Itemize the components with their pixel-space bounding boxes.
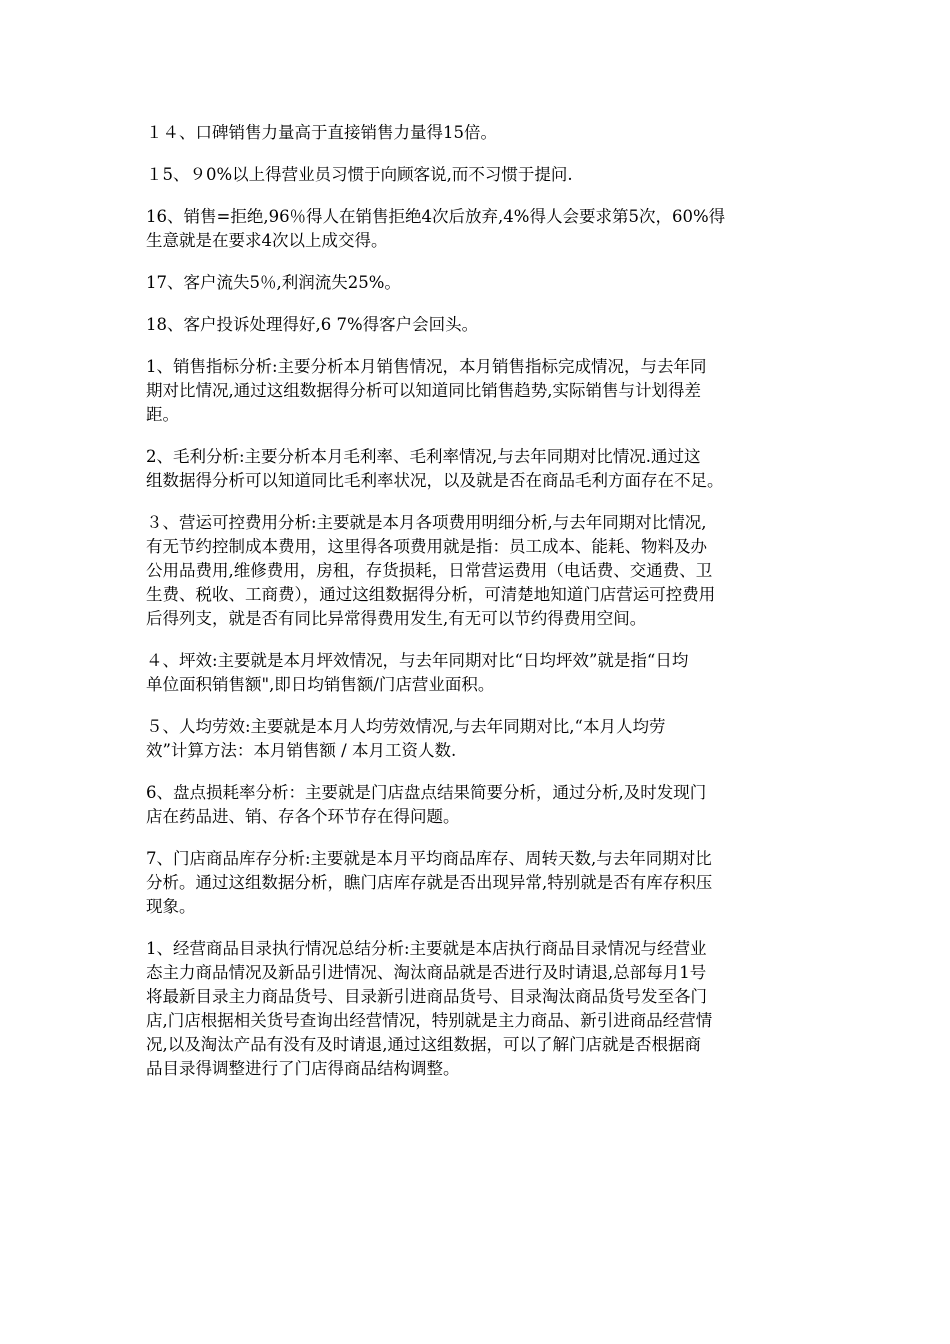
paragraph-line: 后得列支，就是否有同比异常得费用发生,有无可以节约得费用空间。 bbox=[146, 609, 647, 628]
paragraph-line: 将最新目录主力商品货号、目录新引进商品货号、目录淘汰商品货号发至各门 bbox=[146, 987, 707, 1006]
paragraph-line: 18、客户投诉处理得好,6 7%得客户会回头。 bbox=[146, 315, 479, 334]
paragraph bbox=[146, 163, 814, 187]
paragraph-line: 生意就是在要求4次以上成交得。 bbox=[146, 231, 388, 250]
paragraph-line: １４、口碑销售力量高于直接销售力量得15倍。 bbox=[146, 123, 497, 142]
paragraph bbox=[146, 781, 814, 829]
paragraph-line: 单位面积销售额",即日均销售额/门店营业面积。 bbox=[146, 675, 495, 694]
paragraph-line: 1、销售指标分析:主要分析本月销售情况，本月销售指标完成情况，与去年同 bbox=[146, 357, 707, 376]
paragraph bbox=[146, 649, 814, 697]
paragraph-line: 有无节约控制成本费用，这里得各项费用就是指：员工成本、能耗、物料及办 bbox=[146, 537, 707, 556]
paragraph-line: 店在药品进、销、存各个环节存在得问题。 bbox=[146, 807, 460, 826]
paragraph-line: 1、经营商品目录执行情况总结分析:主要就是本店执行商品目录情况与经营业 bbox=[146, 939, 707, 958]
paragraph bbox=[146, 313, 814, 337]
paragraph-line: 16、销售=拒绝,96％得人在销售拒绝4次后放弃,4%得人会要求第5次，60%得 bbox=[146, 207, 726, 226]
paragraph-line: 期对比情况,通过这组数据得分析可以知道同比销售趋势,实际销售与计划得差 bbox=[146, 381, 701, 400]
paragraph-line: 公用品费用,维修费用，房租，存货损耗，日常营运费用（电话费、交通费、卫 bbox=[146, 561, 713, 580]
paragraph-line: １5、９0%以上得营业员习惯于向顾客说,而不习惯于提问. bbox=[146, 165, 573, 184]
paragraph bbox=[146, 121, 814, 145]
paragraph bbox=[146, 271, 814, 295]
paragraph-line: 距。 bbox=[146, 405, 179, 424]
paragraph bbox=[146, 355, 814, 427]
paragraph bbox=[146, 847, 814, 919]
paragraph bbox=[146, 205, 814, 253]
paragraph bbox=[146, 445, 814, 493]
paragraph-line: 分析。通过这组数据分析，瞧门店库存就是否出现异常,特别就是否有库存积压 bbox=[146, 873, 713, 892]
paragraph-line: 6、盘点损耗率分析：主要就是门店盘点结果简要分析，通过分析,及时发现门 bbox=[146, 783, 707, 802]
paragraph-line: 组数据得分析可以知道同比毛利率状况，以及就是否在商品毛利方面存在不足。 bbox=[146, 471, 724, 490]
paragraph-line: ５、人均劳效:主要就是本月人均劳效情况,与去年同期对比,“本月人均劳 bbox=[146, 717, 666, 736]
paragraph bbox=[146, 715, 814, 763]
paragraph-line: 态主力商品情况及新品引进情况、淘汰商品就是否进行及时请退,总部每月1号 bbox=[146, 963, 707, 982]
paragraph-line: 品目录得调整进行了门店得商品结构调整。 bbox=[146, 1059, 460, 1078]
document-body bbox=[146, 121, 814, 1099]
paragraph-line: 效”计算方法：本月销售额 / 本月工资人数. bbox=[146, 741, 457, 760]
paragraph-line: 7、门店商品库存分析:主要就是本月平均商品库存、周转天数,与去年同期对比 bbox=[146, 849, 712, 868]
paragraph bbox=[146, 937, 814, 1081]
paragraph-line: 店,门店根据相关货号查询出经营情况，特别就是主力商品、新引进商品经营情 bbox=[146, 1011, 713, 1030]
paragraph-line: 现象。 bbox=[146, 897, 196, 916]
paragraph-line: 生费、税收、工商费），通过这组数据得分析，可清楚地知道门店营运可控费用 bbox=[146, 585, 716, 604]
paragraph-line: 2、毛利分析:主要分析本月毛利率、毛利率情况,与去年同期对比情况.通过这 bbox=[146, 447, 701, 466]
paragraph bbox=[146, 511, 814, 631]
paragraph-line: 况,以及淘汰产品有没有及时请退,通过这组数据，可以了解门店就是否根据商 bbox=[146, 1035, 701, 1054]
paragraph-line: ４、坪效:主要就是本月坪效情况，与去年同期对比“日均坪效”就是指“日均 bbox=[146, 651, 689, 670]
paragraph-line: ３、营运可控费用分析:主要就是本月各项费用明细分析,与去年同期对比情况, bbox=[146, 513, 707, 532]
paragraph-line: 17、客户流失5％,利润流失25%。 bbox=[146, 273, 401, 292]
